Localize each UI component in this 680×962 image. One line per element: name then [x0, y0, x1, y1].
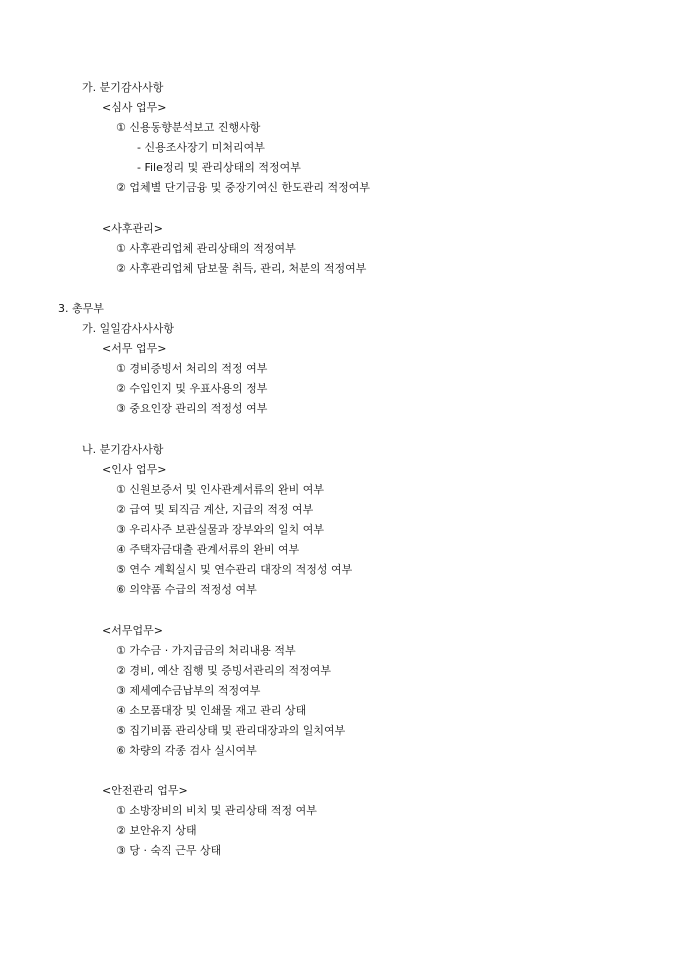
- list-item: ② 사후관리업체 담보물 취득, 관리, 처분의 적정여부: [116, 262, 367, 275]
- subsection-heading: <인사 업무>: [102, 463, 167, 476]
- list-item: ③ 우리사주 보관실물과 장부와의 일치 여부: [116, 523, 324, 536]
- list-item: ② 보안유지 상태: [116, 824, 197, 837]
- subsection-heading: <사후관리>: [102, 222, 163, 235]
- sub-list-item: - File정리 및 관리상태의 적정여부: [137, 161, 301, 174]
- subsection-heading: <서무업무>: [102, 624, 163, 637]
- list-item: ⑤ 연수 계획실시 및 연수관리 대장의 적정성 여부: [116, 563, 353, 576]
- list-item: ② 경비, 예산 집행 및 증빙서관리의 적정여부: [116, 664, 331, 677]
- list-item: ④ 소모품대장 및 인쇄물 재고 관리 상태: [116, 704, 307, 717]
- sub-list-item: - 신용조사장기 미처리여부: [137, 141, 265, 154]
- section-heading: 가. 분기감사사항: [82, 81, 164, 94]
- subsection-heading: <심사 업무>: [102, 101, 167, 114]
- list-item: ⑥ 차량의 각종 검사 실시여부: [116, 744, 257, 757]
- list-item: ① 가수금 · 가지급금의 처리내용 적부: [116, 644, 296, 657]
- list-item: ② 급여 및 퇴직금 계산, 지급의 적정 여부: [116, 503, 314, 516]
- section-heading: 나. 분기감사사항: [82, 443, 164, 456]
- list-item: ⑥ 의약품 수급의 적정성 여부: [116, 583, 257, 596]
- list-item: ④ 주택자금대출 관계서류의 완비 여부: [116, 543, 300, 556]
- subsection-heading: <안전관리 업무>: [102, 784, 188, 797]
- section-heading: 가. 일일감사사사항: [82, 322, 175, 335]
- list-item: ② 업체별 단기금융 및 중장기여신 한도관리 적정여부: [116, 181, 370, 194]
- department-heading: 3. 총무부: [58, 302, 104, 315]
- list-item: ① 소방장비의 비치 및 관리상태 적정 여부: [116, 804, 317, 817]
- list-item: ② 수입인지 및 우표사용의 정부: [116, 382, 268, 395]
- list-item: ③ 당 · 숙직 근무 상태: [116, 844, 222, 857]
- list-item: ① 신용동향분석보고 진행사항: [116, 121, 261, 134]
- list-item: ⑤ 집기비품 관리상태 및 관리대장과의 일치여부: [116, 724, 346, 737]
- list-item: ① 경비증빙서 처리의 적정 여부: [116, 362, 268, 375]
- list-item: ③ 중요인장 관리의 적정성 여부: [116, 402, 268, 415]
- list-item: ③ 제세예수금납부의 적정여부: [116, 684, 261, 697]
- list-item: ① 사후관리업체 관리상태의 적정여부: [116, 242, 296, 255]
- subsection-heading: <서무 업무>: [102, 342, 167, 355]
- list-item: ① 신원보증서 및 인사관계서류의 완비 여부: [116, 483, 324, 496]
